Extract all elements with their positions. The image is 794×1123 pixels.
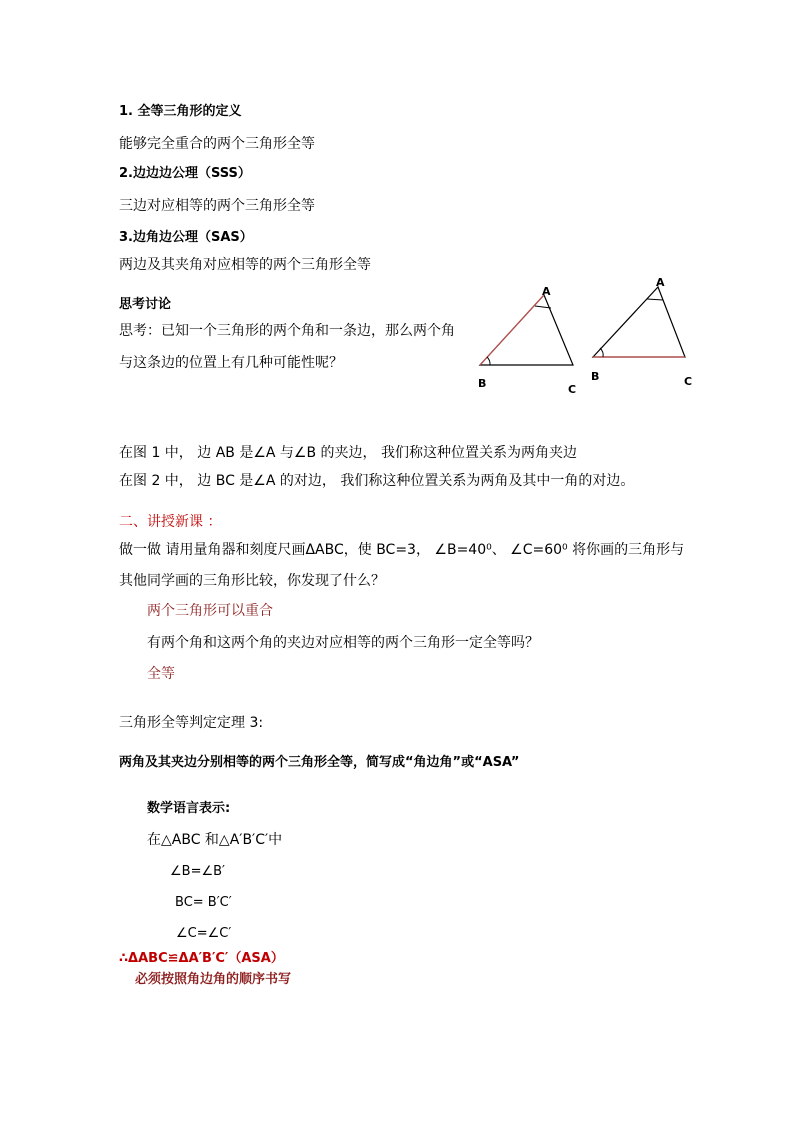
fig1-label-b: B	[478, 377, 487, 390]
fig2-angle-a-mark	[647, 299, 663, 300]
question: 有两个角和这两个角的夹边对应相等的两个三角形一定全等吗？	[147, 635, 539, 651]
activity-line1: 做一做 请用量角器和刻度尺画ΔABC，使 BC=3， ∠B=40⁰、 ∠C=60⁰ 将你画的三角形与	[119, 542, 685, 558]
math-conclusion: ∴ΔABC≌ΔA′B′C′（ASA）	[119, 951, 284, 966]
discussion-line1: 思考：已知一个三角形的两个角和一条边，那么两个角	[119, 323, 455, 339]
discussion-line2: 与这条边的位置上有几种可能性呢？	[119, 355, 343, 371]
section1-text: 能够完全重合的两个三角形全等	[119, 136, 315, 152]
fig1-side-ab	[480, 295, 544, 365]
discussion-heading: 思考讨论	[119, 297, 172, 312]
figure-1	[478, 285, 576, 396]
math-eq-angle-b: ∠B=∠B′	[170, 864, 225, 879]
lesson-heading: 二、讲授新课 ：	[119, 514, 222, 530]
fig2-triangle	[593, 287, 685, 357]
math-order-note: 必须按照角边角的顺序书写	[135, 972, 292, 987]
answer-2: 全等	[147, 666, 175, 682]
fig2-label-a: A	[656, 276, 665, 289]
section1-heading: 1. 全等三角形的定义	[119, 104, 242, 119]
fig1-triangle	[480, 295, 573, 365]
fig1-label-a: A	[542, 285, 551, 298]
fig2-label-c: C	[684, 375, 693, 388]
section3-heading: 3.边角边公理（SAS）	[119, 230, 253, 245]
section3-text: 两边及其夹角对应相等的两个三角形全等	[119, 257, 371, 273]
fig1-label-c: C	[568, 383, 577, 396]
fig2-label-b: B	[591, 370, 600, 383]
math-eq-side-bc: BC= B′C′	[175, 895, 232, 910]
theorem-title: 三角形全等判定定理 3:	[119, 715, 264, 731]
theorem-statement: 两角及其夹边分别相等的两个三角形全等，简写成“角边角”或“ASA”	[119, 755, 520, 770]
answer-1: 两个三角形可以重合	[147, 603, 273, 619]
figure2-note: 在图 2 中， 边 BC 是∠A 的对边， 我们称这种位置关系为两角及其中一角的对边。	[119, 473, 635, 489]
math-eq-angle-c: ∠C=∠C′	[176, 926, 232, 941]
math-given: 在△ABC 和△A′B′C′中	[147, 832, 283, 848]
fig1-angle-b-mark	[487, 357, 490, 365]
figure1-note: 在图 1 中， 边 AB 是∠A 与∠B 的夹边， 我们称这种位置关系为两角夹边	[119, 445, 577, 461]
math-heading: 数学语言表示:	[147, 801, 231, 816]
triangle-figures	[465, 270, 705, 400]
activity-line2: 其他同学画的三角形比较，你发现了什么？	[119, 573, 385, 589]
section2-text: 三边对应相等的两个三角形全等	[119, 198, 315, 214]
section2-heading: 2.边边边公理（SSS）	[119, 166, 251, 181]
figure-2	[591, 276, 692, 388]
